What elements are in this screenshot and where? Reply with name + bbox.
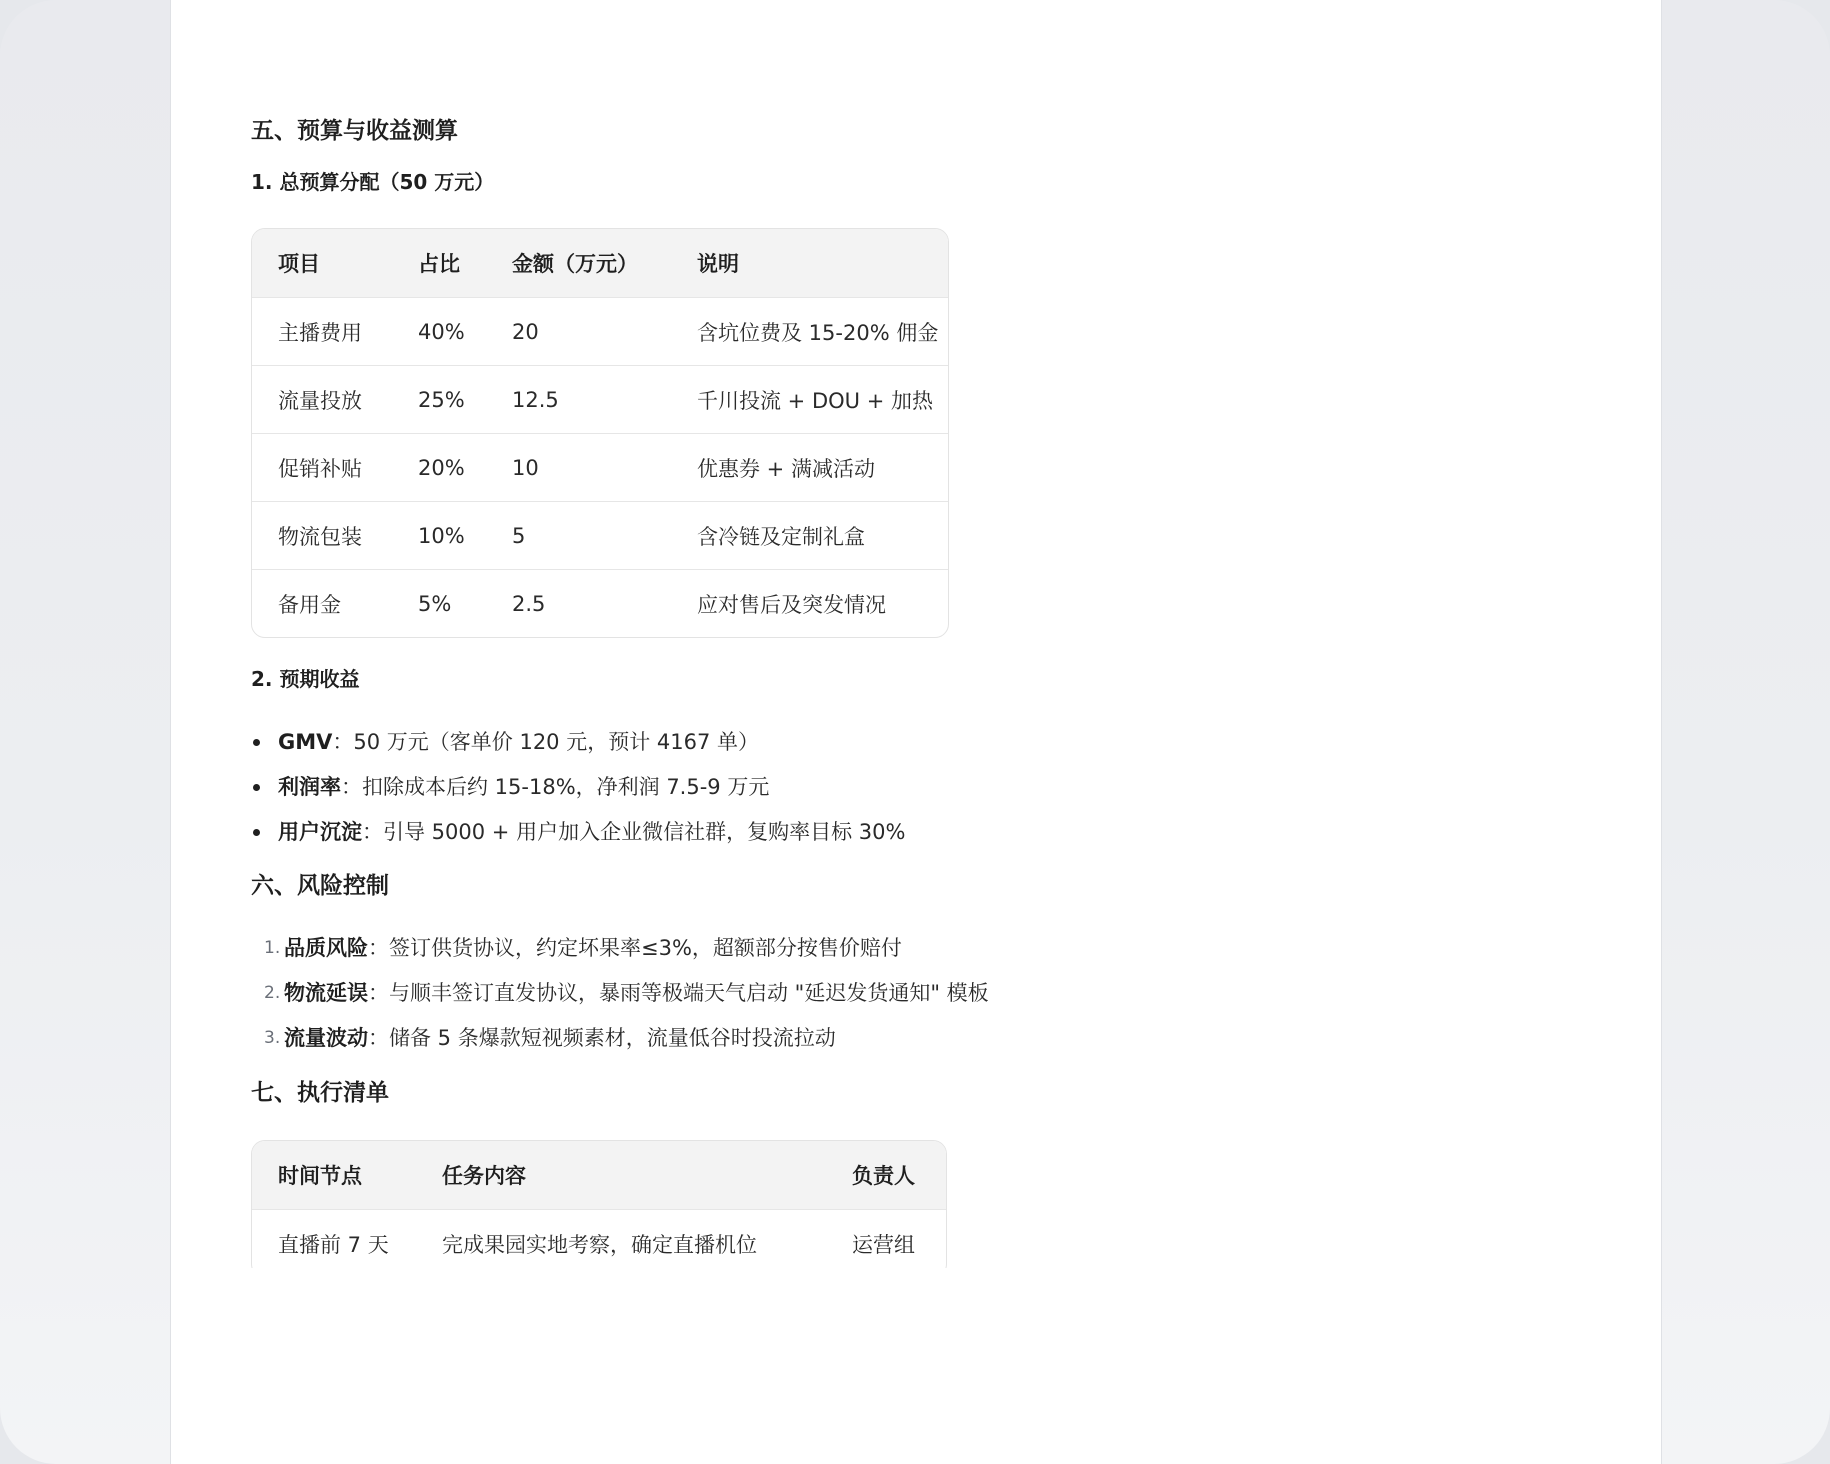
list-item	[251, 971, 1451, 1016]
risk-list	[251, 926, 1451, 1061]
list-item	[251, 765, 1451, 810]
header-cell: 金额（万元）	[512, 252, 638, 276]
item-number: 2.	[264, 983, 281, 1003]
table-cell: 千川投流 + DOU + 加热	[697, 388, 933, 413]
item-text: 与顺丰签订直发协议，暴雨等极端天气启动 "延迟发货通知" 模板	[389, 981, 989, 1005]
table-row	[252, 501, 948, 569]
item-label: 用户沉淀	[278, 820, 362, 844]
table-cell: 5	[512, 523, 526, 548]
checklist-clip	[251, 1140, 1051, 1268]
table-cell: 20%	[418, 455, 465, 480]
table-row	[252, 569, 948, 637]
section-5-heading: 五、预算与收益测算	[251, 118, 458, 144]
checklist-table	[251, 1140, 947, 1268]
table-row	[252, 433, 948, 501]
header-cell: 任务内容	[442, 1164, 526, 1188]
list-item	[251, 810, 1451, 855]
table-cell: 5%	[418, 591, 452, 616]
table-cell: 直播前 7 天	[278, 1232, 389, 1257]
table-cell: 25%	[418, 387, 465, 412]
table-cell: 10%	[418, 523, 465, 548]
table-cell: 流量投放	[278, 388, 362, 413]
header-cell: 占比	[418, 252, 460, 276]
table-row	[252, 297, 948, 365]
item-separator: ：	[368, 981, 389, 1005]
revenue-subtitle: 2. 预期收益	[251, 667, 360, 691]
item-separator: ：	[368, 1026, 389, 1050]
table-cell: 2.5	[512, 591, 546, 616]
item-label: 流量波动	[284, 1026, 368, 1050]
budget-table	[251, 228, 949, 638]
item-text: 签订供货协议，约定坏果率≤3%，超额部分按售价赔付	[389, 936, 902, 960]
item-label: 物流延误	[284, 981, 368, 1005]
item-text: 50 万元（客单价 120 元，预计 4167 单）	[353, 730, 760, 754]
item-number: 1.	[264, 938, 281, 958]
budget-subtitle: 1. 总预算分配（50 万元）	[251, 170, 495, 194]
table-header-row	[252, 1141, 946, 1209]
table-cell: 应对售后及突发情况	[697, 592, 886, 617]
item-label: 利润率	[278, 775, 341, 799]
table-row	[252, 1209, 946, 1268]
section-6-heading: 六、风险控制	[251, 873, 389, 899]
table-header-row	[252, 229, 948, 297]
header-cell: 时间节点	[278, 1164, 362, 1188]
revenue-list	[251, 720, 1451, 855]
list-item	[251, 1016, 1451, 1061]
list-item	[251, 720, 1451, 765]
item-separator: ：	[332, 730, 354, 754]
table-cell: 运营组	[852, 1232, 915, 1257]
section-7-heading: 七、执行清单	[251, 1080, 389, 1106]
item-separator: ：	[368, 936, 389, 960]
bullet-icon	[253, 829, 260, 836]
table-cell: 40%	[418, 319, 465, 344]
item-separator: ：	[362, 820, 383, 844]
bullet-icon	[253, 784, 260, 791]
item-separator: ：	[341, 775, 362, 799]
item-text: 引导 5000 + 用户加入企业微信社群，复购率目标 30%	[383, 820, 906, 844]
header-cell: 项目	[278, 252, 320, 276]
document-page	[170, 0, 1662, 1464]
table-cell: 含冷链及定制礼盒	[697, 524, 865, 549]
table-cell: 12.5	[512, 387, 559, 412]
table-cell: 20	[512, 319, 539, 344]
table-cell: 主播费用	[278, 320, 362, 345]
item-number: 3.	[264, 1028, 281, 1048]
header-cell: 说明	[697, 252, 739, 276]
item-text: 扣除成本后约 15-18%，净利润 7.5-9 万元	[362, 775, 770, 799]
header-cell: 负责人	[852, 1164, 915, 1188]
table-cell: 完成果园实地考察，确定直播机位	[442, 1232, 757, 1257]
table-cell: 物流包装	[278, 524, 362, 549]
table-cell: 含坑位费及 15-20% 佣金	[697, 320, 939, 345]
table-cell: 促销补贴	[278, 456, 362, 481]
table-cell: 优惠券 + 满减活动	[697, 456, 875, 481]
list-item	[251, 926, 1451, 971]
item-text: 储备 5 条爆款短视频素材，流量低谷时投流拉动	[389, 1026, 836, 1050]
item-label: 品质风险	[284, 936, 368, 960]
table-row	[252, 365, 948, 433]
table-cell: 10	[512, 455, 539, 480]
table-cell: 备用金	[278, 592, 341, 617]
item-label: GMV	[278, 730, 333, 754]
bullet-icon	[253, 739, 260, 746]
